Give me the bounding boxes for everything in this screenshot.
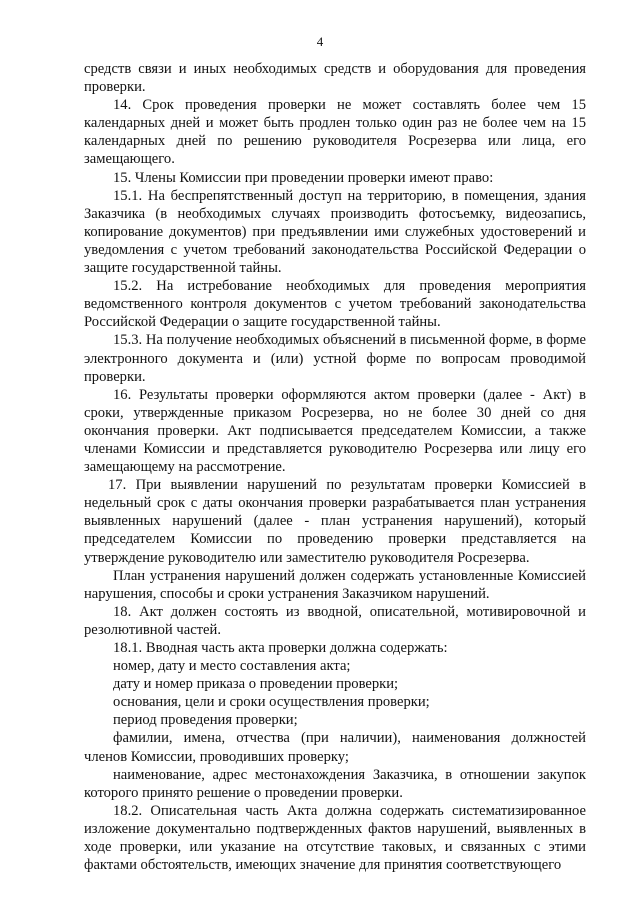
list-item-members: фамилии, имена, отчества (при наличии), наименования должностей членов Комиссии, проводивших проверку; — [84, 730, 586, 765]
paragraph-15-3-explanations: 15.3. На получение необходимых объяснений в письменной форме, в форме электронного документа и (или) устной форме по вопросам проводимой проверки. — [84, 332, 586, 385]
paragraph-18-act-structure: 18. Акт должен состоять из вводной, описательной, мотивировочной и резолютивной частей. — [84, 603, 586, 638]
paragraph-continuation: средств связи и иных необходимых средств и оборудования для проведения проверки. — [84, 61, 586, 96]
paragraph-15-commission-rights: 15. Члены Комиссии при проведении проверки имеют право: — [113, 169, 494, 186]
list-item-grounds: основания, цели и сроки осуществления проверки; — [113, 694, 430, 711]
paragraph-18-1-intro-part: 18.1. Вводная часть акта проверки должна содержать: — [113, 640, 448, 656]
list-item-period: период проведения проверки; — [113, 712, 298, 729]
list-item-customer: наименование, адрес местонахождения Заказчика, в отношении закупок которого принято решение о проведении проверки. — [84, 766, 586, 801]
paragraph-18-2-descriptive-part: 18.2. Описательная часть Акта должна содержать систематизированное изложение документально подтвержденных фактов нарушений, выявленных в ходе проверки, или указание на отсутствие таковых, и связанных с этими фактами обстоятельств, имеющих значение для принятия соответствующего — [84, 802, 586, 874]
paragraph-14-inspection-term: 14. Срок проведения проверки не может составлять более чем 15 календарных дней и может быть продлен только один раз не более чем на 15 календарных дней по решению руководителя Росрезерва или лица, его замещающего. — [84, 97, 586, 168]
paragraph-15-1-access: 15.1. На беспрепятственный доступ на территорию, в помещения, здания Заказчика (в необходимых случаях производить фотосъемку, видеозапись, копирование документов) при предъявлении ими служебных удостоверений и уведомления с учетом требований законодательства Российской Федерации о защите государственной тайны. — [84, 187, 586, 277]
page-number: 4 — [316, 34, 324, 49]
paragraph-15-2-documents: 15.2. На истребование необходимых для проведения мероприятия ведомственного контроля документов с учетом требований законодательства Российской Федерации о защите государственной тайны. — [84, 278, 586, 331]
paragraph-16-results: 16. Результаты проверки оформляются актом проверки (далее - Акт) в сроки, утвержденные приказом Росрезерва, но не более 30 дней со дня окончания проверки. Акт подписывается председателем Комиссии, а также членами Комиссии и представляется руководителю Росрезерва или лицу его замещающему на рассмотрение. — [84, 386, 586, 476]
paragraph-remediation-plan: План устранения нарушений должен содержать установленные Комиссией нарушения, способы и сроки устранения Заказчиком нарушений. — [84, 567, 586, 602]
list-item-act-number: номер, дату и место составления акта; — [113, 658, 351, 675]
paragraph-17-violations: 17. При выявлении нарушений по результатам проверки Комиссией в недельный срок с даты окончания проверки разрабатывается план устранения выявленных нарушений (далее - план устранения нарушений), который председателем Комиссии по проведению проверки представляется на утверждение руководителю или заместителю руководителя Росрезерва. — [84, 477, 586, 566]
list-item-order-date: дату и номер приказа о проведении проверки; — [113, 676, 399, 693]
document-body — [84, 60, 586, 874]
